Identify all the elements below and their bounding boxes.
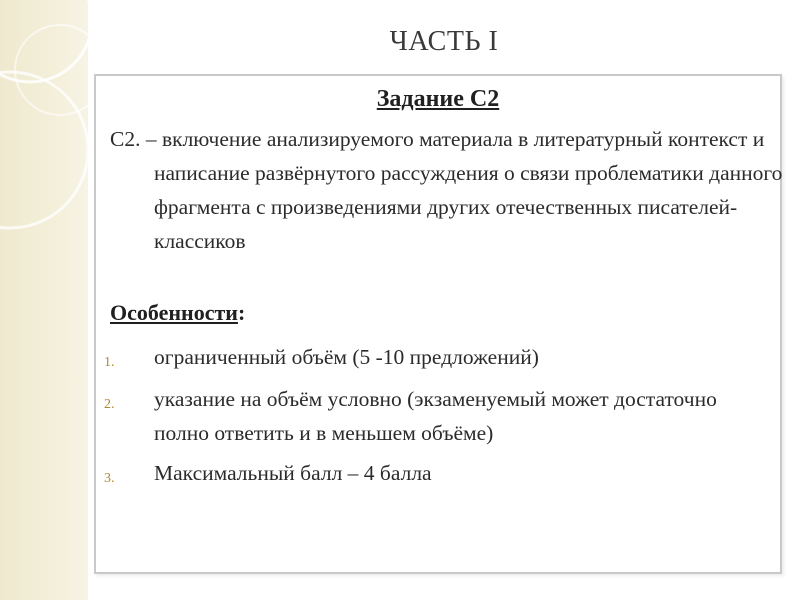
slide-title: ЧАСТЬ I: [389, 26, 499, 57]
features-label: Особенности: [110, 300, 238, 325]
features-colon: :: [237, 300, 246, 325]
list-number: 1.: [104, 355, 115, 370]
list-number: 3.: [104, 471, 115, 486]
content-box: [94, 74, 782, 574]
list-text: указание на объём условно (экзаменуемый может достаточно полно ответить и в меньшем объёме): [154, 387, 717, 445]
task-heading: Задание С2: [376, 86, 500, 112]
task-description: С2. – включение анализируемого материала в литературный контекст и написание развёрнутого рассуждения о связи проблематики данного фрагмента с произведениями других отечественных писателей-классиков: [110, 127, 783, 253]
list-number: 2.: [104, 397, 115, 412]
features-heading: [110, 300, 245, 326]
list-text: Максимальный балл – 4 балла: [154, 461, 432, 485]
list-text: ограниченный объём (5 -10 предложений): [154, 345, 539, 369]
